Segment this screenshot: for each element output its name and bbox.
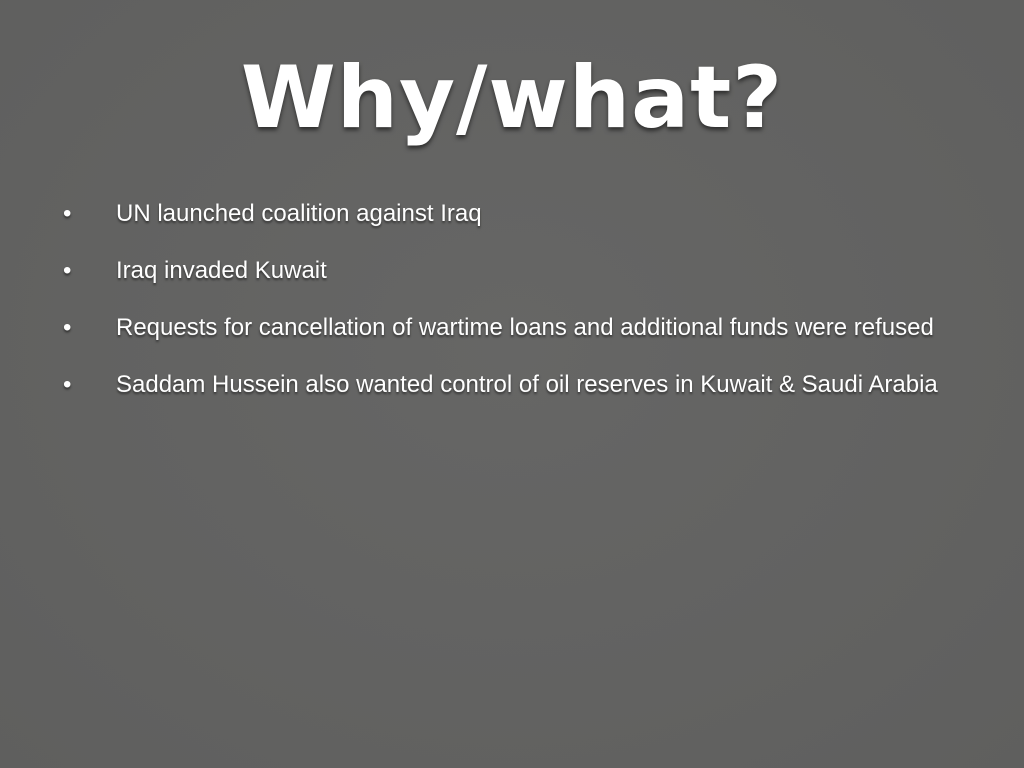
slide-title: Why/what? <box>240 48 784 148</box>
bullet-text: Iraq invaded Kuwait <box>116 257 327 284</box>
bullet-text: UN launched coalition against Iraq <box>116 200 482 227</box>
bullet-text: Requests for cancellation of wartime loans and additional funds were refused <box>116 314 934 341</box>
bullet-marker: • <box>63 314 72 341</box>
bullet-marker: • <box>63 257 72 284</box>
bullet-item <box>0 253 1024 310</box>
bullet-item <box>0 367 1024 424</box>
bullet-item <box>0 196 1024 253</box>
bullet-item <box>0 310 1024 367</box>
bullet-text: Saddam Hussein also wanted control of oil reserves in Kuwait & Saudi Arabia <box>116 371 938 398</box>
bullet-marker: • <box>63 200 72 227</box>
bullet-list <box>0 196 1024 424</box>
bullet-marker: • <box>63 371 72 398</box>
